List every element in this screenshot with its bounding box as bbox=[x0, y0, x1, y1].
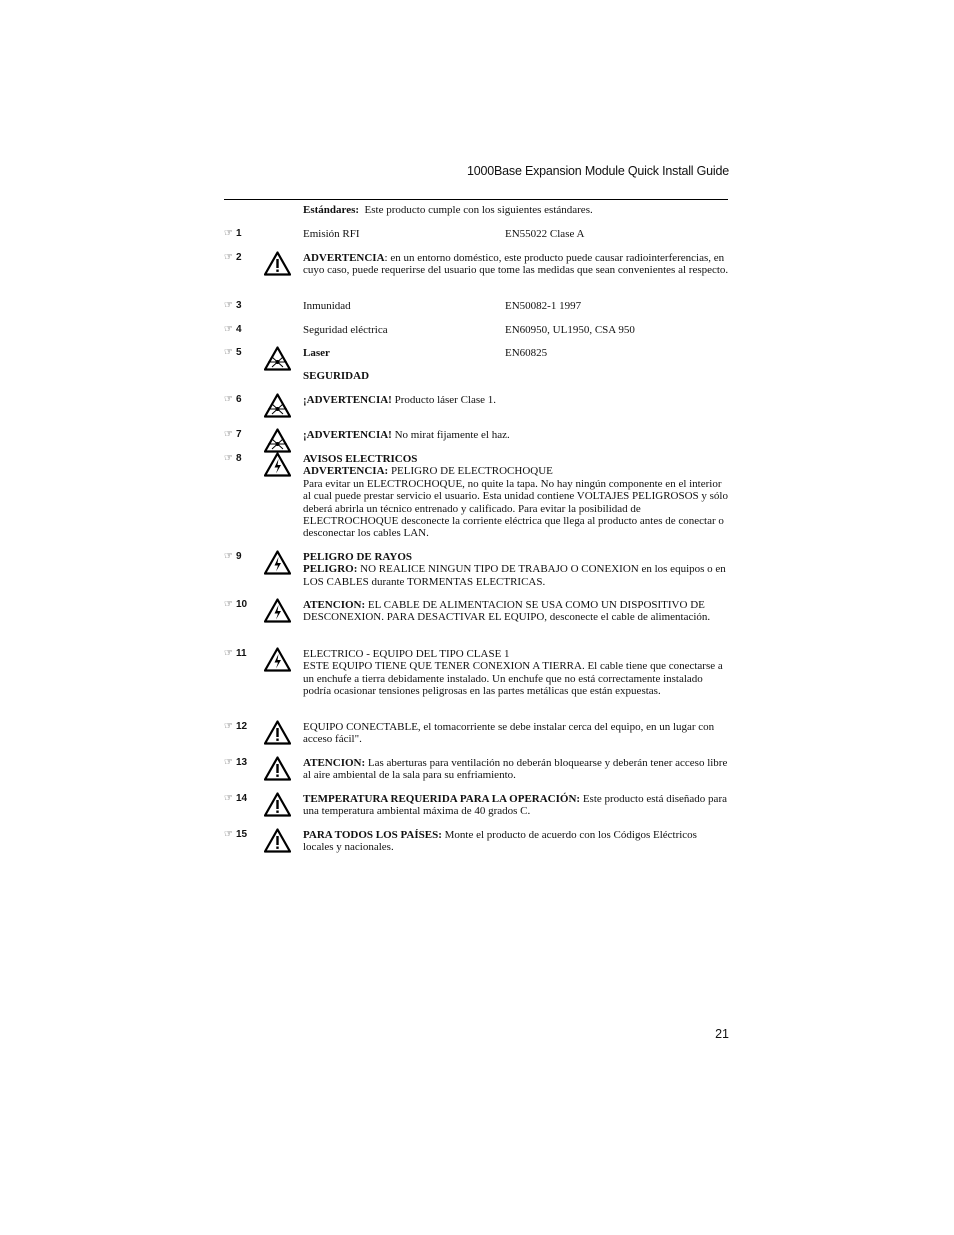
electric-shock-icon bbox=[264, 598, 291, 623]
item-text: ¡ADVERTENCIA! Producto láser Clase 1. bbox=[303, 394, 497, 406]
pointing-hand-icon: ☞ bbox=[224, 394, 233, 405]
pointing-hand-icon: ☞ bbox=[224, 252, 233, 263]
laser-warning-icon bbox=[264, 346, 291, 371]
item-text: Seguridad eléctrica bbox=[303, 324, 388, 336]
item-text: PARA TODOS LOS PAÍSES: Monte el producto de acuerdo con los Códigos Eléctricos locales y nacionales. bbox=[303, 829, 697, 854]
item-text: AVISOS ELECTRICOS ADVERTENCIA: PELIGRO DE ELECTROCHOQUE Para evitar un ELECTROCHOQUE, no quite la tapa. No hay ningún componente en el interior al cual puede prestar servicio el usuario. Esta unidad contiene VOLTAJES PELIGROSOS y sólo deberá abrirla un técnico entrenado y calificado. Para evitar la posibilidad de ELECTROCHOQUE desconecte la corriente eléctrica que llega al producto antes de conectar o desconectar los cables LAN. bbox=[303, 453, 728, 540]
item-number: ☞ 3 bbox=[224, 300, 242, 311]
pointing-hand-icon: ☞ bbox=[224, 757, 233, 768]
item-number: ☞ 15 bbox=[224, 829, 248, 840]
pointing-hand-icon: ☞ bbox=[224, 300, 233, 311]
item-text: Inmunidad bbox=[303, 300, 351, 312]
pointing-hand-icon: ☞ bbox=[224, 829, 233, 840]
header-rule bbox=[224, 199, 728, 200]
running-header: 1000Base Expansion Module Quick Install Guide bbox=[467, 164, 729, 178]
item-text: EQUIPO CONECTABLE, el tomacorriente se debe instalar cerca del equipo, en un lugar con acceso fácil". bbox=[303, 721, 715, 746]
pointing-hand-icon: ☞ bbox=[224, 453, 233, 464]
item-number: ☞ 10 bbox=[224, 599, 248, 610]
item-value: EN60825 bbox=[505, 347, 548, 359]
item-number: ☞ 7 bbox=[224, 429, 242, 440]
item-number: ☞ 8 bbox=[224, 453, 242, 464]
pointing-hand-icon: ☞ bbox=[224, 324, 233, 335]
electric-shock-icon bbox=[264, 647, 291, 672]
item-number: ☞ 4 bbox=[224, 324, 242, 335]
warning-exclamation-icon bbox=[264, 756, 291, 781]
pointing-hand-icon: ☞ bbox=[224, 721, 233, 732]
item-text: ATENCION: Las aberturas para ventilación no deberán bloquearse y deberán tener acceso libre al aire ambiental de la sala para su enfriamiento. bbox=[303, 757, 728, 782]
item-text: Emisión RFI bbox=[303, 228, 360, 240]
pointing-hand-icon: ☞ bbox=[224, 551, 233, 562]
standards-intro bbox=[303, 204, 733, 217]
electric-shock-icon bbox=[264, 452, 291, 477]
electric-shock-icon bbox=[264, 550, 291, 575]
safety-subheading: SEGURIDAD bbox=[303, 370, 370, 382]
item-number: ☞ 14 bbox=[224, 793, 248, 804]
intro-label: Estándares: bbox=[303, 204, 360, 216]
item-value: EN55022 Clase A bbox=[505, 228, 585, 240]
item-number: ☞ 1 bbox=[224, 228, 242, 239]
pointing-hand-icon: ☞ bbox=[224, 793, 233, 804]
item-number: ☞ 2 bbox=[224, 252, 242, 263]
item-text: Laser SEGURIDAD bbox=[303, 347, 729, 382]
pointing-hand-icon: ☞ bbox=[224, 429, 233, 440]
item-number: ☞ 12 bbox=[224, 721, 248, 732]
item-value: EN50082-1 1997 bbox=[505, 300, 582, 312]
laser-warning-icon bbox=[264, 428, 291, 453]
pointing-hand-icon: ☞ bbox=[224, 228, 233, 239]
item-text: PELIGRO DE RAYOS PELIGRO: NO REALICE NINGUN TIPO DE TRABAJO O CONEXION en los equipos o en LOS CABLES durante TORMENTAS ELECTRICAS. bbox=[303, 551, 726, 588]
item-number: ☞ 5 bbox=[224, 347, 242, 358]
item-text: ¡ADVERTENCIA! No mirat fijamente el haz. bbox=[303, 429, 510, 441]
item-text: ADVERTENCIA: en un entorno doméstico, este producto puede causar radiointerferencias, en cuyo caso, puede requerirse del usuario que tome las medidas que sean convenientes al respecto. bbox=[303, 252, 729, 277]
item-number: ☞ 13 bbox=[224, 757, 248, 768]
warning-exclamation-icon bbox=[264, 251, 291, 276]
item-number: ☞ 6 bbox=[224, 394, 242, 405]
warning-exclamation-icon bbox=[264, 720, 291, 745]
intro-text: Este producto cumple con los siguientes estándares. bbox=[364, 204, 593, 216]
pointing-hand-icon: ☞ bbox=[224, 599, 233, 610]
warning-exclamation-icon bbox=[264, 792, 291, 817]
item-number: ☞ 9 bbox=[224, 551, 242, 562]
laser-warning-icon bbox=[264, 393, 291, 418]
pointing-hand-icon: ☞ bbox=[224, 347, 233, 358]
item-text: TEMPERATURA REQUERIDA PARA LA OPERACIÓN: Este producto está diseñado para una temperatura ambiental máxima de 40 grados C. bbox=[303, 793, 727, 818]
page-number: 21 bbox=[715, 1027, 729, 1041]
item-text: ATENCION: EL CABLE DE ALIMENTACION SE USA COMO UN DISPOSITIVO DE DESCONEXION. PARA DESACTIVAR EL EQUIPO, desconecte el cable de alimentación. bbox=[303, 599, 711, 624]
item-text: ELECTRICO - EQUIPO DEL TIPO CLASE 1 ESTE EQUIPO TIENE QUE TENER CONEXION A TIERRA. El cable tiene que conectarse a un enchufe a tierra debidamente instalado. Un enchufe que no está correctamente instalado podría ocasionar tensiones peligrosas en las partes metálicas que están expuestas. bbox=[303, 648, 723, 698]
item-number: ☞ 11 bbox=[224, 648, 247, 659]
pointing-hand-icon: ☞ bbox=[224, 648, 233, 659]
warning-exclamation-icon bbox=[264, 828, 291, 853]
item-value: EN60950, UL1950, CSA 950 bbox=[505, 324, 635, 336]
